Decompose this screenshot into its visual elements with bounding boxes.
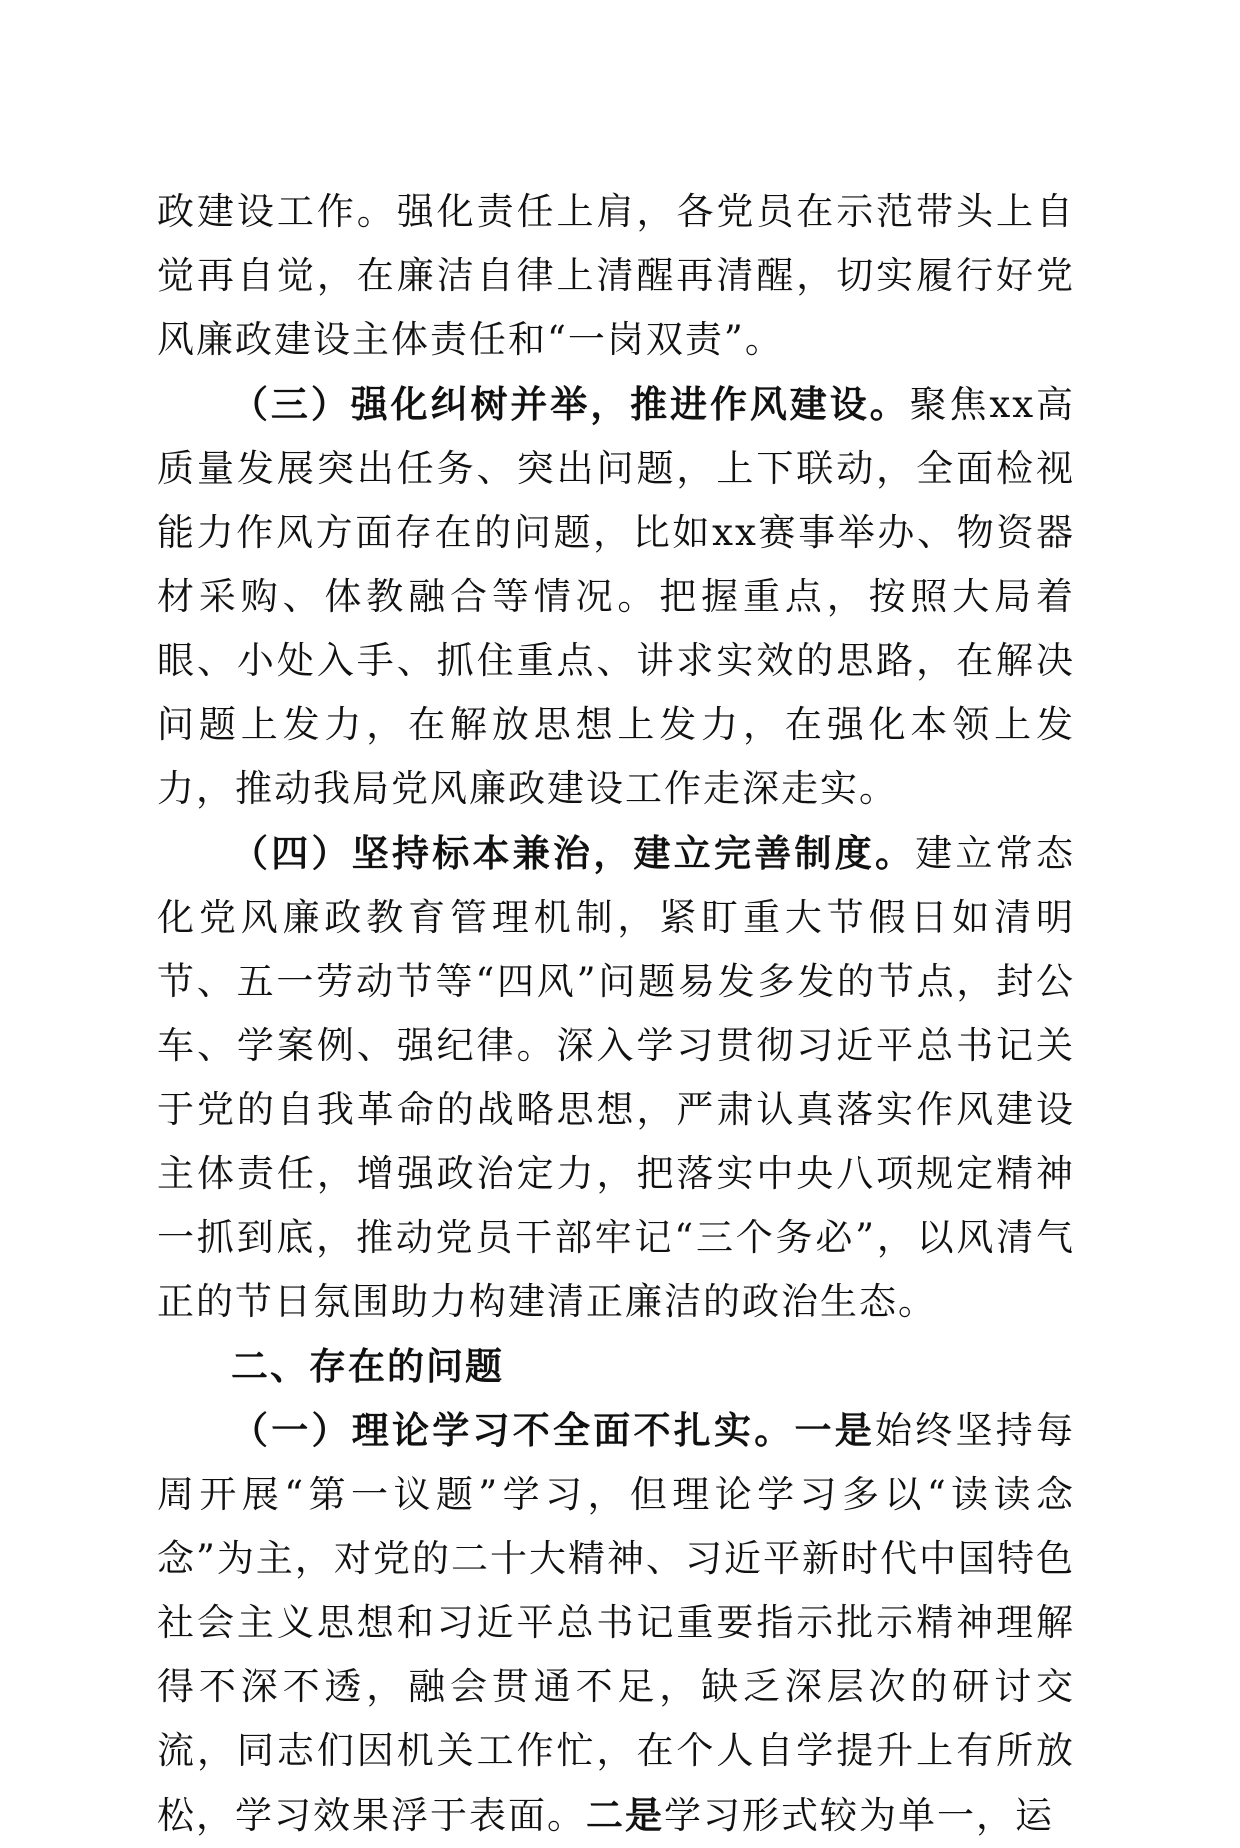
paragraph-text: 建立常态化党风廉政教育管理机制，紧盯重大节假日如清明节、五一劳动节等“四风”问题易发多发的节点，封公车、学案例、强纪律。深入学习贯彻习近平总书记关于党的自我革命的战略思想，严肃认真落实作风建设主体责任，增强政治定力，把落实中央八项规定精神一抓到底，推动党员干部牢记“三个务必”，以风清气正的节日氛围助力构建清正廉洁的政治生态。 — [157, 832, 1075, 1323]
paragraph-text: 聚焦xx高质量发展突出任务、突出问题，上下联动，全面检视能力作风方面存在的问题，比如xx赛事举办、物资器材采购、体教融合等情况。把握重点，按照大局着眼、小处入手、抓住重点、讲求实效的思路，在解决问题上发力，在解放思想上发力，在强化本领上发力，推动我局党风廉政建设工作走深走实。 — [157, 383, 1076, 810]
paragraph-style-building — [157, 372, 1075, 821]
section-title-text: 二、存在的问题 — [231, 1344, 504, 1388]
point-marker-first: 一是 — [794, 1408, 875, 1452]
section-title-problems — [157, 1334, 1075, 1398]
paragraph-text: 学习形式较为单一，运 — [664, 1794, 1054, 1837]
paragraph-text: 始终坚持每周开展“第一议题”学习，但理论学习多以“读读念念”为主，对党的二十大精神、习近平新时代中国特色社会主义思想和习近平总书记重要指示批示精神理解得不深不透，融会贯通不足，缺乏深层次的研讨交流，同志们因机关工作忙，在个人自学提升上有所放松，学习效果浮于表面。 — [157, 1409, 1075, 1837]
section-heading-3: （三）强化纠树并举，推进作风建设。 — [231, 382, 910, 426]
paragraph-text: 政建设工作。强化责任上肩，各党员在示范带头上自觉再自觉，在廉洁自律上清醒再清醒，切实履行好党风廉政建设主体责任和“一岗双责”。 — [157, 190, 1075, 361]
point-marker-second: 二是 — [586, 1793, 664, 1837]
paragraph-continuation — [157, 180, 1075, 372]
section-heading-1: （一）理论学习不全面不扎实。 — [231, 1408, 795, 1452]
document-body — [157, 180, 1075, 1848]
paragraph-theory-study — [157, 1398, 1075, 1848]
section-heading-4: （四）坚持标本兼治，建立完善制度。 — [231, 831, 916, 875]
paragraph-system-building — [157, 821, 1075, 1334]
